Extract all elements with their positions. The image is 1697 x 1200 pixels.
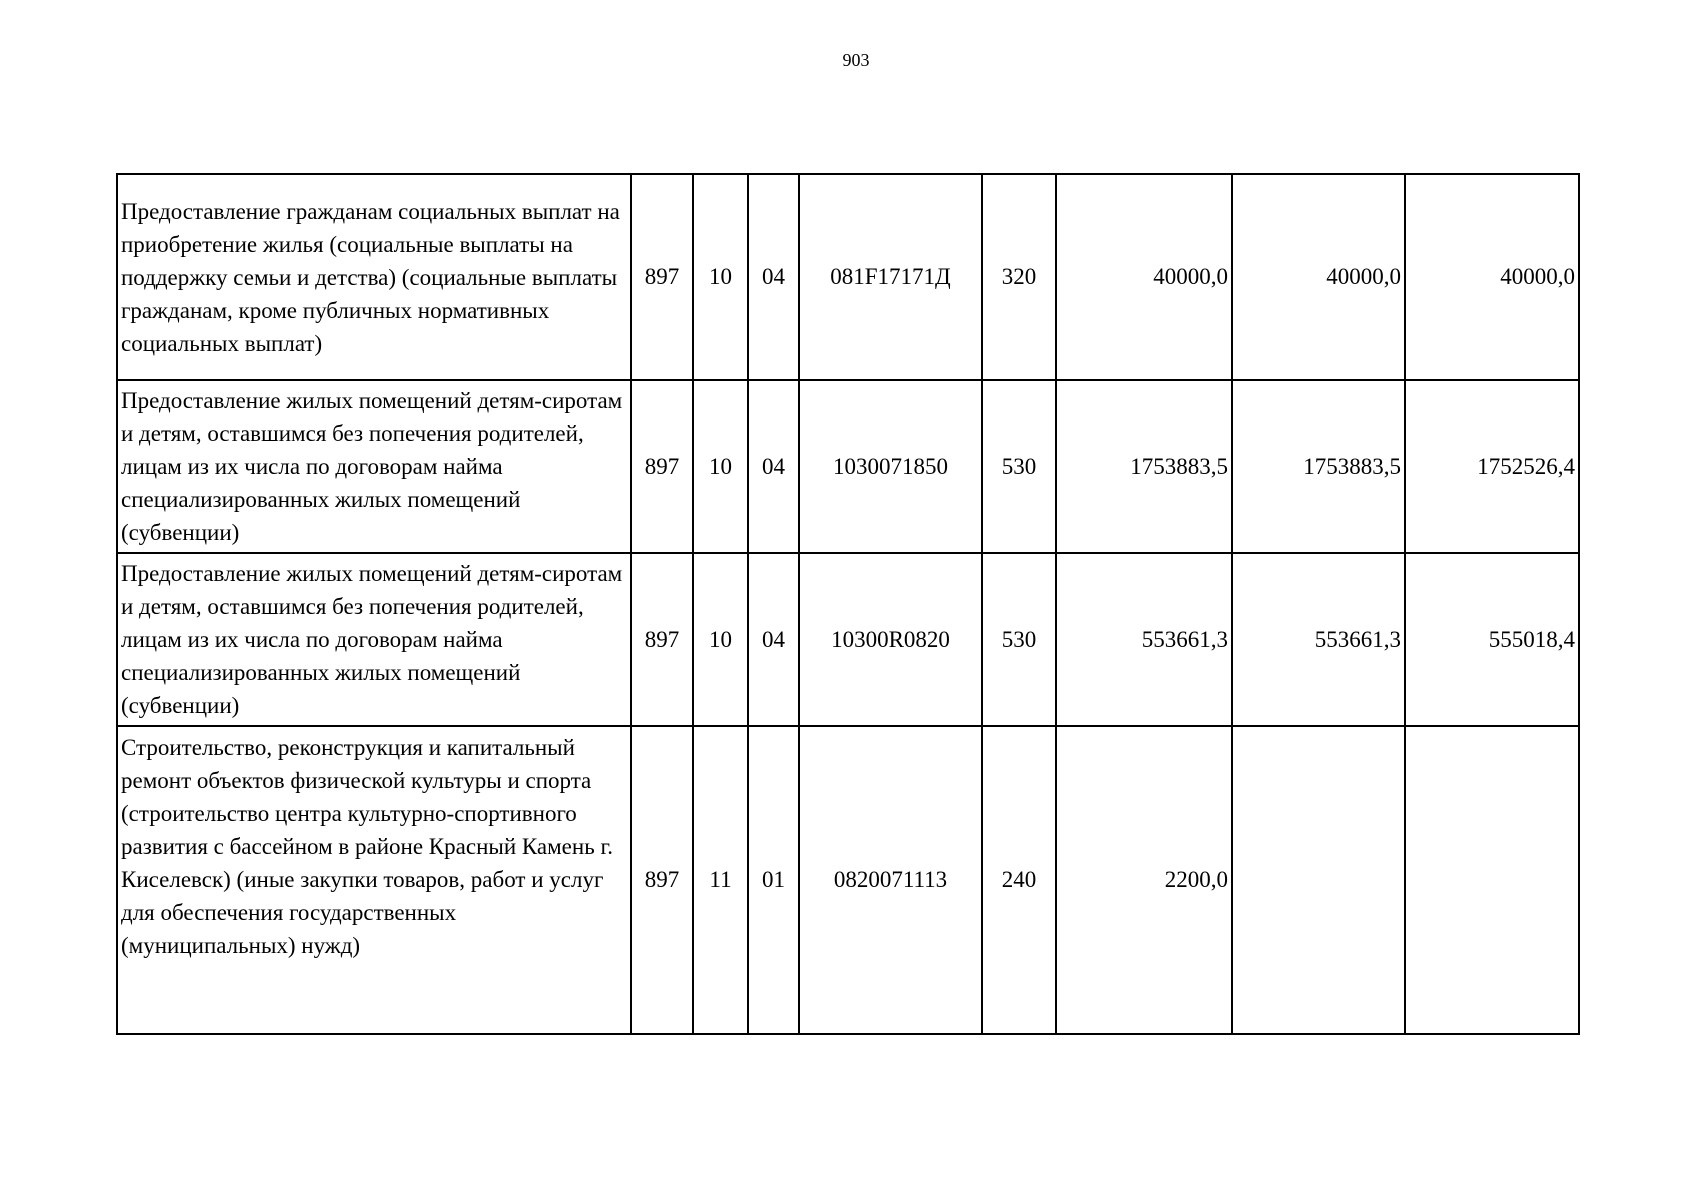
section-code-cell: 10: [693, 174, 748, 380]
amount-3-cell: 1752526,4: [1405, 380, 1579, 553]
table-row: [117, 380, 1579, 553]
expense-type-cell: 530: [982, 380, 1056, 553]
ministry-code-cell: 897: [631, 726, 693, 1034]
amount-1-cell: 1753883,5: [1056, 380, 1232, 553]
ministry-code-cell: 897: [631, 174, 693, 380]
amount-2-cell: 553661,3: [1232, 553, 1405, 726]
amount-2-cell: 1753883,5: [1232, 380, 1405, 553]
target-article-cell: 10300R0820: [799, 553, 982, 726]
subsection-code-cell: 04: [748, 174, 799, 380]
amount-1-cell: 2200,0: [1056, 726, 1232, 1034]
expense-type-cell: 530: [982, 553, 1056, 726]
amount-2-cell: [1232, 726, 1405, 1034]
amount-3-cell: 40000,0: [1405, 174, 1579, 380]
expense-name-cell: Предоставление жилых помещений детям-сиротам и детям, оставшимся без попечения родителей, лицам из их числа по договорам найма специализированных жилых помещений (субвенции): [117, 553, 631, 726]
expense-name-cell: Предоставление гражданам социальных выплат на приобретение жилья (социальные выплаты на поддержку семьи и детства) (социальные выплаты гражданам, кроме публичных нормативных социальных выплат): [117, 174, 631, 380]
amount-3-cell: [1405, 726, 1579, 1034]
table-row: [117, 553, 1579, 726]
subsection-code-cell: 04: [748, 553, 799, 726]
target-article-cell: 1030071850: [799, 380, 982, 553]
expense-name-cell: Строительство, реконструкция и капитальный ремонт объектов физической культуры и спорта (строительство центра культурно-спортивного развития с бассейном в районе Красный Камень г. Киселевск) (иные закупки товаров, работ и услуг для обеспечения государственных (муниципальных) нужд): [117, 726, 631, 1034]
target-article-cell: 0820071113: [799, 726, 982, 1034]
table-row: [117, 174, 1579, 380]
subsection-code-cell: 04: [748, 380, 799, 553]
ministry-code-cell: 897: [631, 553, 693, 726]
amount-1-cell: 553661,3: [1056, 553, 1232, 726]
page-number: 903: [842, 50, 870, 70]
amount-3-cell: 555018,4: [1405, 553, 1579, 726]
expense-type-cell: 320: [982, 174, 1056, 380]
table-row: [117, 726, 1579, 1034]
ministry-code-cell: 897: [631, 380, 693, 553]
subsection-code-cell: 01: [748, 726, 799, 1034]
section-code-cell: 10: [693, 380, 748, 553]
expense-type-cell: 240: [982, 726, 1056, 1034]
budget-table: [116, 173, 1580, 1035]
amount-2-cell: 40000,0: [1232, 174, 1405, 380]
amount-1-cell: 40000,0: [1056, 174, 1232, 380]
target-article-cell: 081F17171Д: [799, 174, 982, 380]
section-code-cell: 10: [693, 553, 748, 726]
section-code-cell: 11: [693, 726, 748, 1034]
expense-name-cell: Предоставление жилых помещений детям-сиротам и детям, оставшимся без попечения родителей, лицам из их числа по договорам найма специализированных жилых помещений (субвенции): [117, 380, 631, 553]
